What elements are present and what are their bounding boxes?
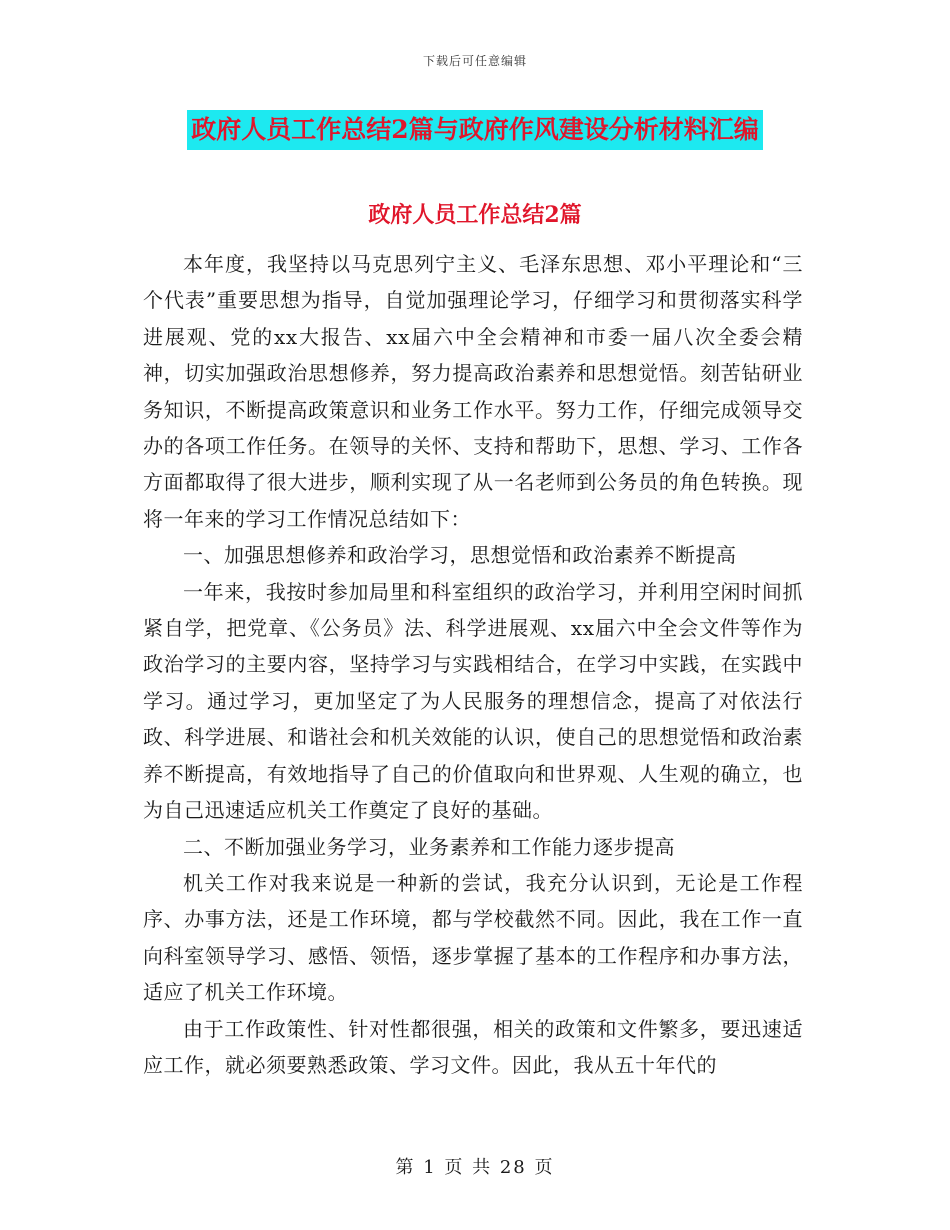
- paragraph: 机关工作对我来说是一种新的尝试，我充分认识到，无论是工作程序、办事方法，还是工作环境，都与学校截然不同。因此，我在工作一直向科室领导学习、感悟、领悟，逐步掌握了基本的工作程序和办事方法，适应了机关工作环境。: [143, 870, 803, 1005]
- paragraph: 本年度，我坚持以马克思列宁主义、毛泽东思想、邓小平理论和“三个代表”重要思想为指导，自觉加强理论学习，仔细学习和贯彻落实科学进展观、党的xx大报告、xx届六中全会精神和市委一届八次全委会精神，切实加强政治思想修养，努力提高政治素养和思想觉悟。刻苦钻研业务知识，不断提高政策意识和业务工作水平。努力工作，仔细完成领导交办的各项工作任务。在领导的关怀、支持和帮助下，思想、学习、工作各方面都取得了很大进步，顺利实现了从一名老师到公务员的角色转换。现将一年来的学习工作情况总结如下：: [143, 252, 803, 531]
- body-text: [143, 246, 803, 1083]
- page-number: 第 1 页 共 28 页: [395, 1157, 555, 1178]
- main-title: 政府人员工作总结2篇与政府作风建设分析材料汇编: [187, 110, 762, 150]
- paragraph: 由于工作政策性、针对性都很强，相关的政策和文件繁多，要迅速适应工作，就必须要熟悉政策、学习文件。因此，我从五十年代的: [143, 1016, 803, 1077]
- section-heading: 二、不断加强业务学习，业务素养和工作能力逐步提高: [183, 834, 675, 859]
- header-note: 下载后可任意编辑: [422, 54, 527, 68]
- paragraph: 一年来，我按时参加局里和科室组织的政治学习，并利用空闲时间抓紧自学，把党章、《公务员》法、科学进展观、xx届六中全会文件等作为政治学习的主要内容，坚持学习与实践相结合，在学习中实践，在实践中学习。通过学习，更加坚定了为人民服务的理想信念，提高了对依法行政、科学进展、和谐社会和机关效能的认识，使自己的思想觉悟和政治素养不断提高，有效地指导了自己的价值取向和世界观、人生观的确立，也为自己迅速适应机关工作奠定了良好的基础。: [143, 579, 803, 823]
- main-title-container: [0, 110, 950, 150]
- section-title: 政府人员工作总结2篇: [368, 202, 582, 228]
- section-heading: 一、加强思想修养和政治学习，思想觉悟和政治素养不断提高: [183, 543, 737, 568]
